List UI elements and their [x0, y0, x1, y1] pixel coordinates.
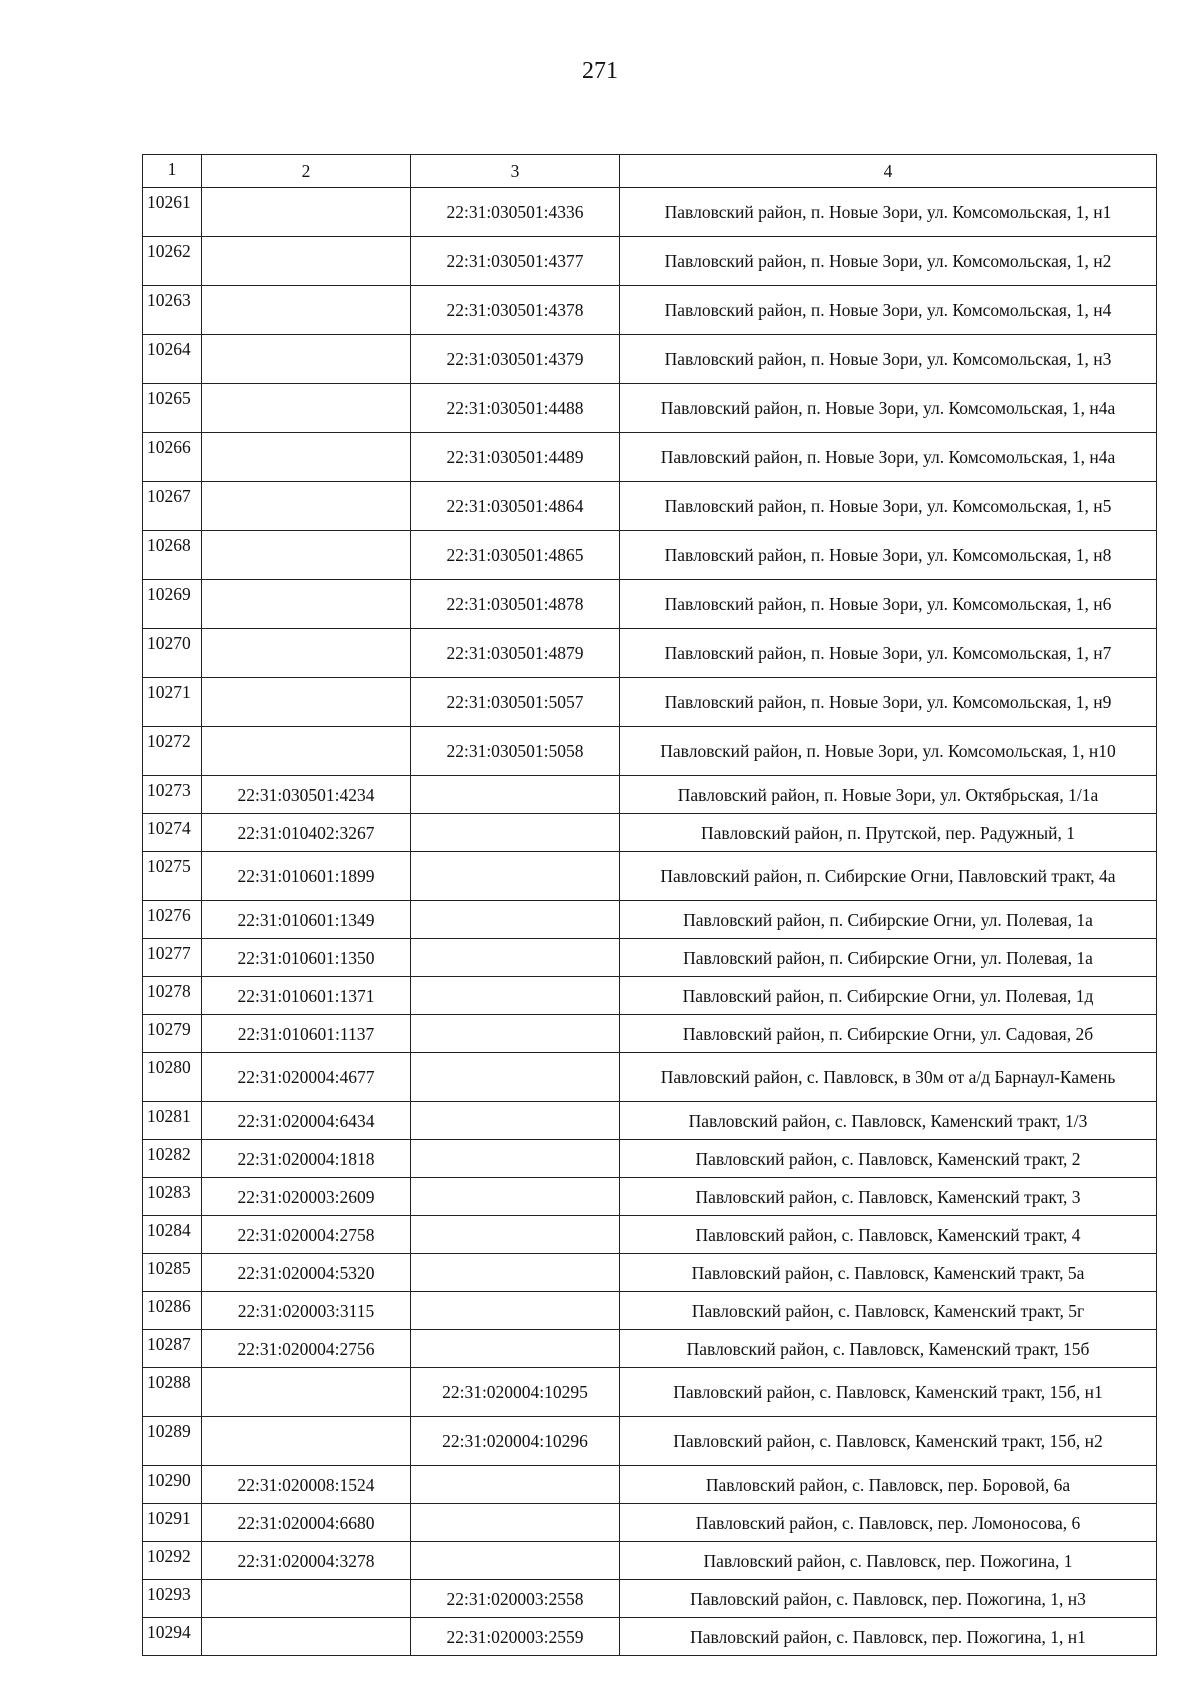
cadastral-number-col2: 22:31:020004:6434 [202, 1102, 411, 1140]
row-number: 10270 [143, 629, 202, 678]
cadastral-number-col2 [202, 188, 411, 237]
cadastral-number-col2 [202, 286, 411, 335]
cadastral-number-col3: 22:31:030501:4864 [411, 482, 620, 531]
cadastral-number-col3: 22:31:020003:2558 [411, 1580, 620, 1618]
row-number: 10284 [143, 1216, 202, 1254]
table-row [143, 1015, 1157, 1053]
cadastral-number-col3: 22:31:030501:5057 [411, 678, 620, 727]
table-row [143, 1580, 1157, 1618]
table-row [143, 1140, 1157, 1178]
table-row [143, 1542, 1157, 1580]
cadastral-number-col3 [411, 1292, 620, 1330]
column-header-4: 4 [620, 155, 1157, 188]
cadastral-number-col2 [202, 1417, 411, 1466]
table-row [143, 977, 1157, 1015]
address-cell: Павловский район, п. Новые Зори, ул. Комсомольская, 1, н2 [620, 237, 1157, 286]
row-number: 10294 [143, 1618, 202, 1656]
row-number: 10266 [143, 433, 202, 482]
address-cell: Павловский район, п. Новые Зори, ул. Комсомольская, 1, н10 [620, 727, 1157, 776]
cadastral-number-col3: 22:31:030501:4865 [411, 531, 620, 580]
address-cell: Павловский район, с. Павловск, Каменский тракт, 4 [620, 1216, 1157, 1254]
cadastral-number-col3: 22:31:030501:4378 [411, 286, 620, 335]
row-number: 10274 [143, 814, 202, 852]
cadastral-number-col3 [411, 1542, 620, 1580]
cadastral-number-col3: 22:31:030501:4379 [411, 335, 620, 384]
row-number: 10281 [143, 1102, 202, 1140]
cadastral-number-col2: 22:31:020004:1818 [202, 1140, 411, 1178]
address-cell: Павловский район, п. Прутской, пер. Радужный, 1 [620, 814, 1157, 852]
cadastral-number-col2 [202, 531, 411, 580]
cadastral-number-col2: 22:31:010601:1899 [202, 852, 411, 901]
cadastral-number-col2: 22:31:010402:3267 [202, 814, 411, 852]
address-cell: Павловский район, п. Новые Зори, ул. Комсомольская, 1, н8 [620, 531, 1157, 580]
table-row [143, 580, 1157, 629]
table-row [143, 188, 1157, 237]
table-row [143, 1292, 1157, 1330]
address-cell: Павловский район, п. Сибирские Огни, Павловский тракт, 4а [620, 852, 1157, 901]
cadastral-number-col2 [202, 482, 411, 531]
table-row [143, 852, 1157, 901]
row-number: 10261 [143, 188, 202, 237]
address-cell: Павловский район, с. Павловск, пер. Пожогина, 1, н3 [620, 1580, 1157, 1618]
table-body [143, 188, 1157, 1656]
row-number: 10279 [143, 1015, 202, 1053]
row-number: 10286 [143, 1292, 202, 1330]
cadastral-number-col2: 22:31:010601:1137 [202, 1015, 411, 1053]
address-cell: Павловский район, с. Павловск, Каменский тракт, 3 [620, 1178, 1157, 1216]
row-number: 10269 [143, 580, 202, 629]
row-number: 10282 [143, 1140, 202, 1178]
address-cell: Павловский район, с. Павловск, Каменский тракт, 5г [620, 1292, 1157, 1330]
row-number: 10268 [143, 531, 202, 580]
row-number: 10267 [143, 482, 202, 531]
row-number: 10264 [143, 335, 202, 384]
cadastral-number-col3: 22:31:030501:4879 [411, 629, 620, 678]
address-cell: Павловский район, с. Павловск, пер. Ломоносова, 6 [620, 1504, 1157, 1542]
address-cell: Павловский район, с. Павловск, пер. Пожогина, 1, н1 [620, 1618, 1157, 1656]
address-cell: Павловский район, с. Павловск, Каменский тракт, 15б [620, 1330, 1157, 1368]
table-row [143, 531, 1157, 580]
cadastral-number-col3 [411, 1015, 620, 1053]
cadastral-number-col3 [411, 852, 620, 901]
address-cell: Павловский район, п. Сибирские Огни, ул. Полевая, 1а [620, 939, 1157, 977]
cadastral-number-col3: 22:31:030501:4488 [411, 384, 620, 433]
cadastral-number-col3 [411, 1254, 620, 1292]
cadastral-number-col2: 22:31:020004:3278 [202, 1542, 411, 1580]
table-row [143, 1330, 1157, 1368]
cadastral-number-col3: 22:31:020003:2559 [411, 1618, 620, 1656]
cadastral-number-col2 [202, 1580, 411, 1618]
table-row [143, 1466, 1157, 1504]
cadastral-number-col3: 22:31:030501:4878 [411, 580, 620, 629]
address-cell: Павловский район, п. Новые Зори, ул. Комсомольская, 1, н4а [620, 384, 1157, 433]
cadastral-number-col2 [202, 384, 411, 433]
cadastral-number-col3 [411, 1178, 620, 1216]
address-cell: Павловский район, с. Павловск, Каменский тракт, 2 [620, 1140, 1157, 1178]
address-cell: Павловский район, с. Павловск, Каменский тракт, 15б, н1 [620, 1368, 1157, 1417]
row-number: 10278 [143, 977, 202, 1015]
cadastral-number-col2: 22:31:020008:1524 [202, 1466, 411, 1504]
column-header-2: 2 [202, 155, 411, 188]
cadastral-number-col2 [202, 629, 411, 678]
address-cell: Павловский район, п. Новые Зори, ул. Комсомольская, 1, н9 [620, 678, 1157, 727]
row-number: 10263 [143, 286, 202, 335]
table-row [143, 814, 1157, 852]
address-cell: Павловский район, с. Павловск, пер. Боровой, 6а [620, 1466, 1157, 1504]
cadastral-number-col2: 22:31:030501:4234 [202, 776, 411, 814]
address-cell: Павловский район, п. Новые Зори, ул. Комсомольская, 1, н4а [620, 433, 1157, 482]
page-number: 271 [582, 58, 618, 84]
cadastral-number-col2 [202, 433, 411, 482]
address-cell: Павловский район, п. Новые Зори, ул. Комсомольская, 1, н7 [620, 629, 1157, 678]
table-row [143, 1216, 1157, 1254]
column-header-3: 3 [411, 155, 620, 188]
cadastral-number-col3 [411, 1102, 620, 1140]
address-cell: Павловский район, п. Новые Зори, ул. Комсомольская, 1, н1 [620, 188, 1157, 237]
address-cell: Павловский район, с. Павловск, Каменский тракт, 5а [620, 1254, 1157, 1292]
cadastral-number-col3 [411, 1140, 620, 1178]
table-row [143, 1368, 1157, 1417]
row-number: 10273 [143, 776, 202, 814]
cadastral-number-col2: 22:31:010601:1349 [202, 901, 411, 939]
cadastral-number-col3: 22:31:020004:10296 [411, 1417, 620, 1466]
address-cell: Павловский район, п. Новые Зори, ул. Комсомольская, 1, н6 [620, 580, 1157, 629]
cadastral-number-col2: 22:31:020004:6680 [202, 1504, 411, 1542]
address-cell: Павловский район, с. Павловск, Каменский тракт, 15б, н2 [620, 1417, 1157, 1466]
row-number: 10265 [143, 384, 202, 433]
table-row [143, 1053, 1157, 1102]
cadastral-number-col2: 22:31:010601:1350 [202, 939, 411, 977]
cadastral-number-col2: 22:31:020003:3115 [202, 1292, 411, 1330]
cadastral-number-col3: 22:31:020004:10295 [411, 1368, 620, 1417]
row-number: 10293 [143, 1580, 202, 1618]
cadastral-number-col2: 22:31:020004:2756 [202, 1330, 411, 1368]
table-row [143, 727, 1157, 776]
table-row [143, 237, 1157, 286]
row-number: 10275 [143, 852, 202, 901]
row-number: 10287 [143, 1330, 202, 1368]
address-cell: Павловский район, с. Павловск, Каменский тракт, 1/3 [620, 1102, 1157, 1140]
cadastral-number-col2 [202, 727, 411, 776]
address-cell: Павловский район, п. Новые Зори, ул. Комсомольская, 1, н4 [620, 286, 1157, 335]
address-cell: Павловский район, п. Сибирские Огни, ул. Садовая, 2б [620, 1015, 1157, 1053]
cadastral-number-col3: 22:31:030501:4336 [411, 188, 620, 237]
row-number: 10276 [143, 901, 202, 939]
cadastral-number-col2: 22:31:020004:2758 [202, 1216, 411, 1254]
cadastral-number-col2: 22:31:020004:5320 [202, 1254, 411, 1292]
table-row [143, 1254, 1157, 1292]
row-number: 10292 [143, 1542, 202, 1580]
table-row [143, 1178, 1157, 1216]
table-row [143, 482, 1157, 531]
table-row [143, 939, 1157, 977]
row-number: 10285 [143, 1254, 202, 1292]
cadastral-number-col3 [411, 776, 620, 814]
row-number: 10277 [143, 939, 202, 977]
address-cell: Павловский район, п. Новые Зори, ул. Комсомольская, 1, н3 [620, 335, 1157, 384]
table-row [143, 335, 1157, 384]
row-number: 10290 [143, 1466, 202, 1504]
cadastral-number-col3 [411, 1466, 620, 1504]
table-row [143, 1618, 1157, 1656]
column-header-1: 1 [143, 155, 202, 188]
row-number: 10271 [143, 678, 202, 727]
cadastral-number-col2 [202, 237, 411, 286]
table-row [143, 1417, 1157, 1466]
table-row [143, 286, 1157, 335]
table-row [143, 776, 1157, 814]
table-row [143, 678, 1157, 727]
cadastral-number-col3 [411, 977, 620, 1015]
table-row [143, 1102, 1157, 1140]
cadastral-number-col3 [411, 1216, 620, 1254]
cadastral-number-col2: 22:31:010601:1371 [202, 977, 411, 1015]
table-row [143, 901, 1157, 939]
cadastral-number-col3 [411, 1504, 620, 1542]
address-cell: Павловский район, п. Сибирские Огни, ул. Полевая, 1а [620, 901, 1157, 939]
address-cell: Павловский район, п. Новые Зори, ул. Октябрьская, 1/1а [620, 776, 1157, 814]
cadastral-number-col3 [411, 901, 620, 939]
address-cell: Павловский район, п. Новые Зори, ул. Комсомольская, 1, н5 [620, 482, 1157, 531]
cadastral-number-col3 [411, 1053, 620, 1102]
cadastral-number-col2 [202, 335, 411, 384]
row-number: 10262 [143, 237, 202, 286]
cadastral-number-col2: 22:31:020003:2609 [202, 1178, 411, 1216]
cadastral-number-col3: 22:31:030501:5058 [411, 727, 620, 776]
cadastral-number-col3: 22:31:030501:4489 [411, 433, 620, 482]
row-number: 10283 [143, 1178, 202, 1216]
table-row [143, 384, 1157, 433]
address-cell: Павловский район, с. Павловск, в 30м от а/д Барнаул-Камень [620, 1053, 1157, 1102]
table-header-row [143, 155, 1157, 188]
row-number: 10288 [143, 1368, 202, 1417]
cadastral-number-col2: 22:31:020004:4677 [202, 1053, 411, 1102]
row-number: 10280 [143, 1053, 202, 1102]
row-number: 10289 [143, 1417, 202, 1466]
cadastral-number-col2 [202, 678, 411, 727]
row-number: 10291 [143, 1504, 202, 1542]
cadastral-number-col3 [411, 939, 620, 977]
cadastral-number-col2 [202, 1618, 411, 1656]
address-cell: Павловский район, п. Сибирские Огни, ул. Полевая, 1д [620, 977, 1157, 1015]
row-number: 10272 [143, 727, 202, 776]
table-row [143, 629, 1157, 678]
table-row [143, 433, 1157, 482]
cadastral-number-col2 [202, 1368, 411, 1417]
cadastral-number-col2 [202, 580, 411, 629]
cadastral-number-col3 [411, 814, 620, 852]
cadastral-number-col3: 22:31:030501:4377 [411, 237, 620, 286]
address-cell: Павловский район, с. Павловск, пер. Пожогина, 1 [620, 1542, 1157, 1580]
registry-table [142, 154, 1157, 1656]
cadastral-number-col3 [411, 1330, 620, 1368]
table-row [143, 1504, 1157, 1542]
